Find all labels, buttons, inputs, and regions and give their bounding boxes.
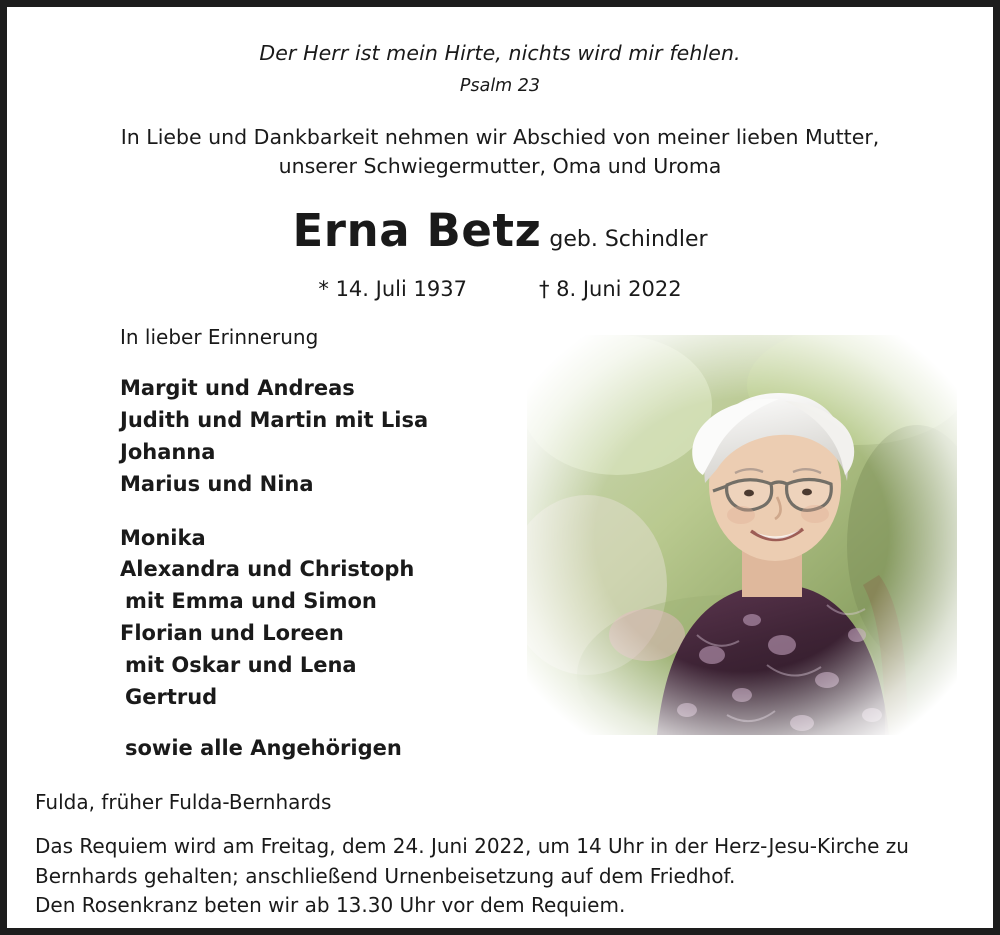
- family-member-line: Margit und Andreas: [120, 375, 355, 400]
- family-group: [120, 373, 505, 501]
- family-member-line: Johanna: [120, 439, 216, 464]
- portrait-image: [527, 335, 957, 735]
- memory-heading: In lieber Erinnerung: [120, 324, 319, 349]
- maiden-name: geb. Schindler: [549, 226, 708, 252]
- intro-line-2: unserer Schwiegermutter, Oma und Uroma: [278, 153, 722, 178]
- bible-verse: Der Herr ist mein Hirte, nichts wird mir fehlen.: [259, 41, 741, 65]
- portrait-photo: [527, 335, 957, 735]
- deceased-name: Erna Betz: [292, 203, 542, 257]
- mourners-column: [35, 325, 505, 760]
- body-columns: [35, 325, 965, 760]
- family-member-line: Gertrud: [125, 685, 218, 710]
- family-member-line: Marius und Nina: [120, 471, 314, 496]
- death-date: † 8. Juni 2022: [538, 276, 682, 301]
- requiem-line-3: Den Rosenkranz beten wir ab 13.30 Uhr vor dem Requiem.: [35, 893, 626, 918]
- family-member-line: Monika: [120, 525, 206, 550]
- requiem-details: [35, 832, 965, 921]
- life-dates: [35, 277, 965, 301]
- bible-verse-source: Psalm 23: [459, 75, 541, 96]
- birth-date: * 14. Juli 1937: [318, 276, 467, 301]
- relatives-line: sowie alle Angehörigen: [125, 735, 402, 760]
- intro-text: [35, 123, 965, 181]
- intro-line-1: In Liebe und Dankbarkeit nehmen wir Abschied von meiner lieben Mutter,: [120, 124, 880, 149]
- family-member-line: Florian und Loreen: [120, 621, 344, 646]
- place-line: Fulda, früher Fulda-Bernhards: [35, 789, 332, 814]
- deceased-name-line: [35, 204, 965, 257]
- family-group: [120, 523, 505, 714]
- family-member-line: mit Oskar und Lena: [125, 653, 357, 678]
- family-member-line: Alexandra und Christoph: [120, 557, 415, 582]
- family-member-line: Judith und Martin mit Lisa: [120, 407, 429, 432]
- requiem-line-1: Das Requiem wird am Freitag, dem 24. Juni 2022, um 14 Uhr in der Herz-Jesu-Kirche zu: [35, 833, 909, 858]
- family-member-line: mit Emma und Simon: [125, 589, 377, 614]
- requiem-line-2: Bernhards gehalten; anschließend Urnenbeisetzung auf dem Friedhof.: [35, 863, 736, 888]
